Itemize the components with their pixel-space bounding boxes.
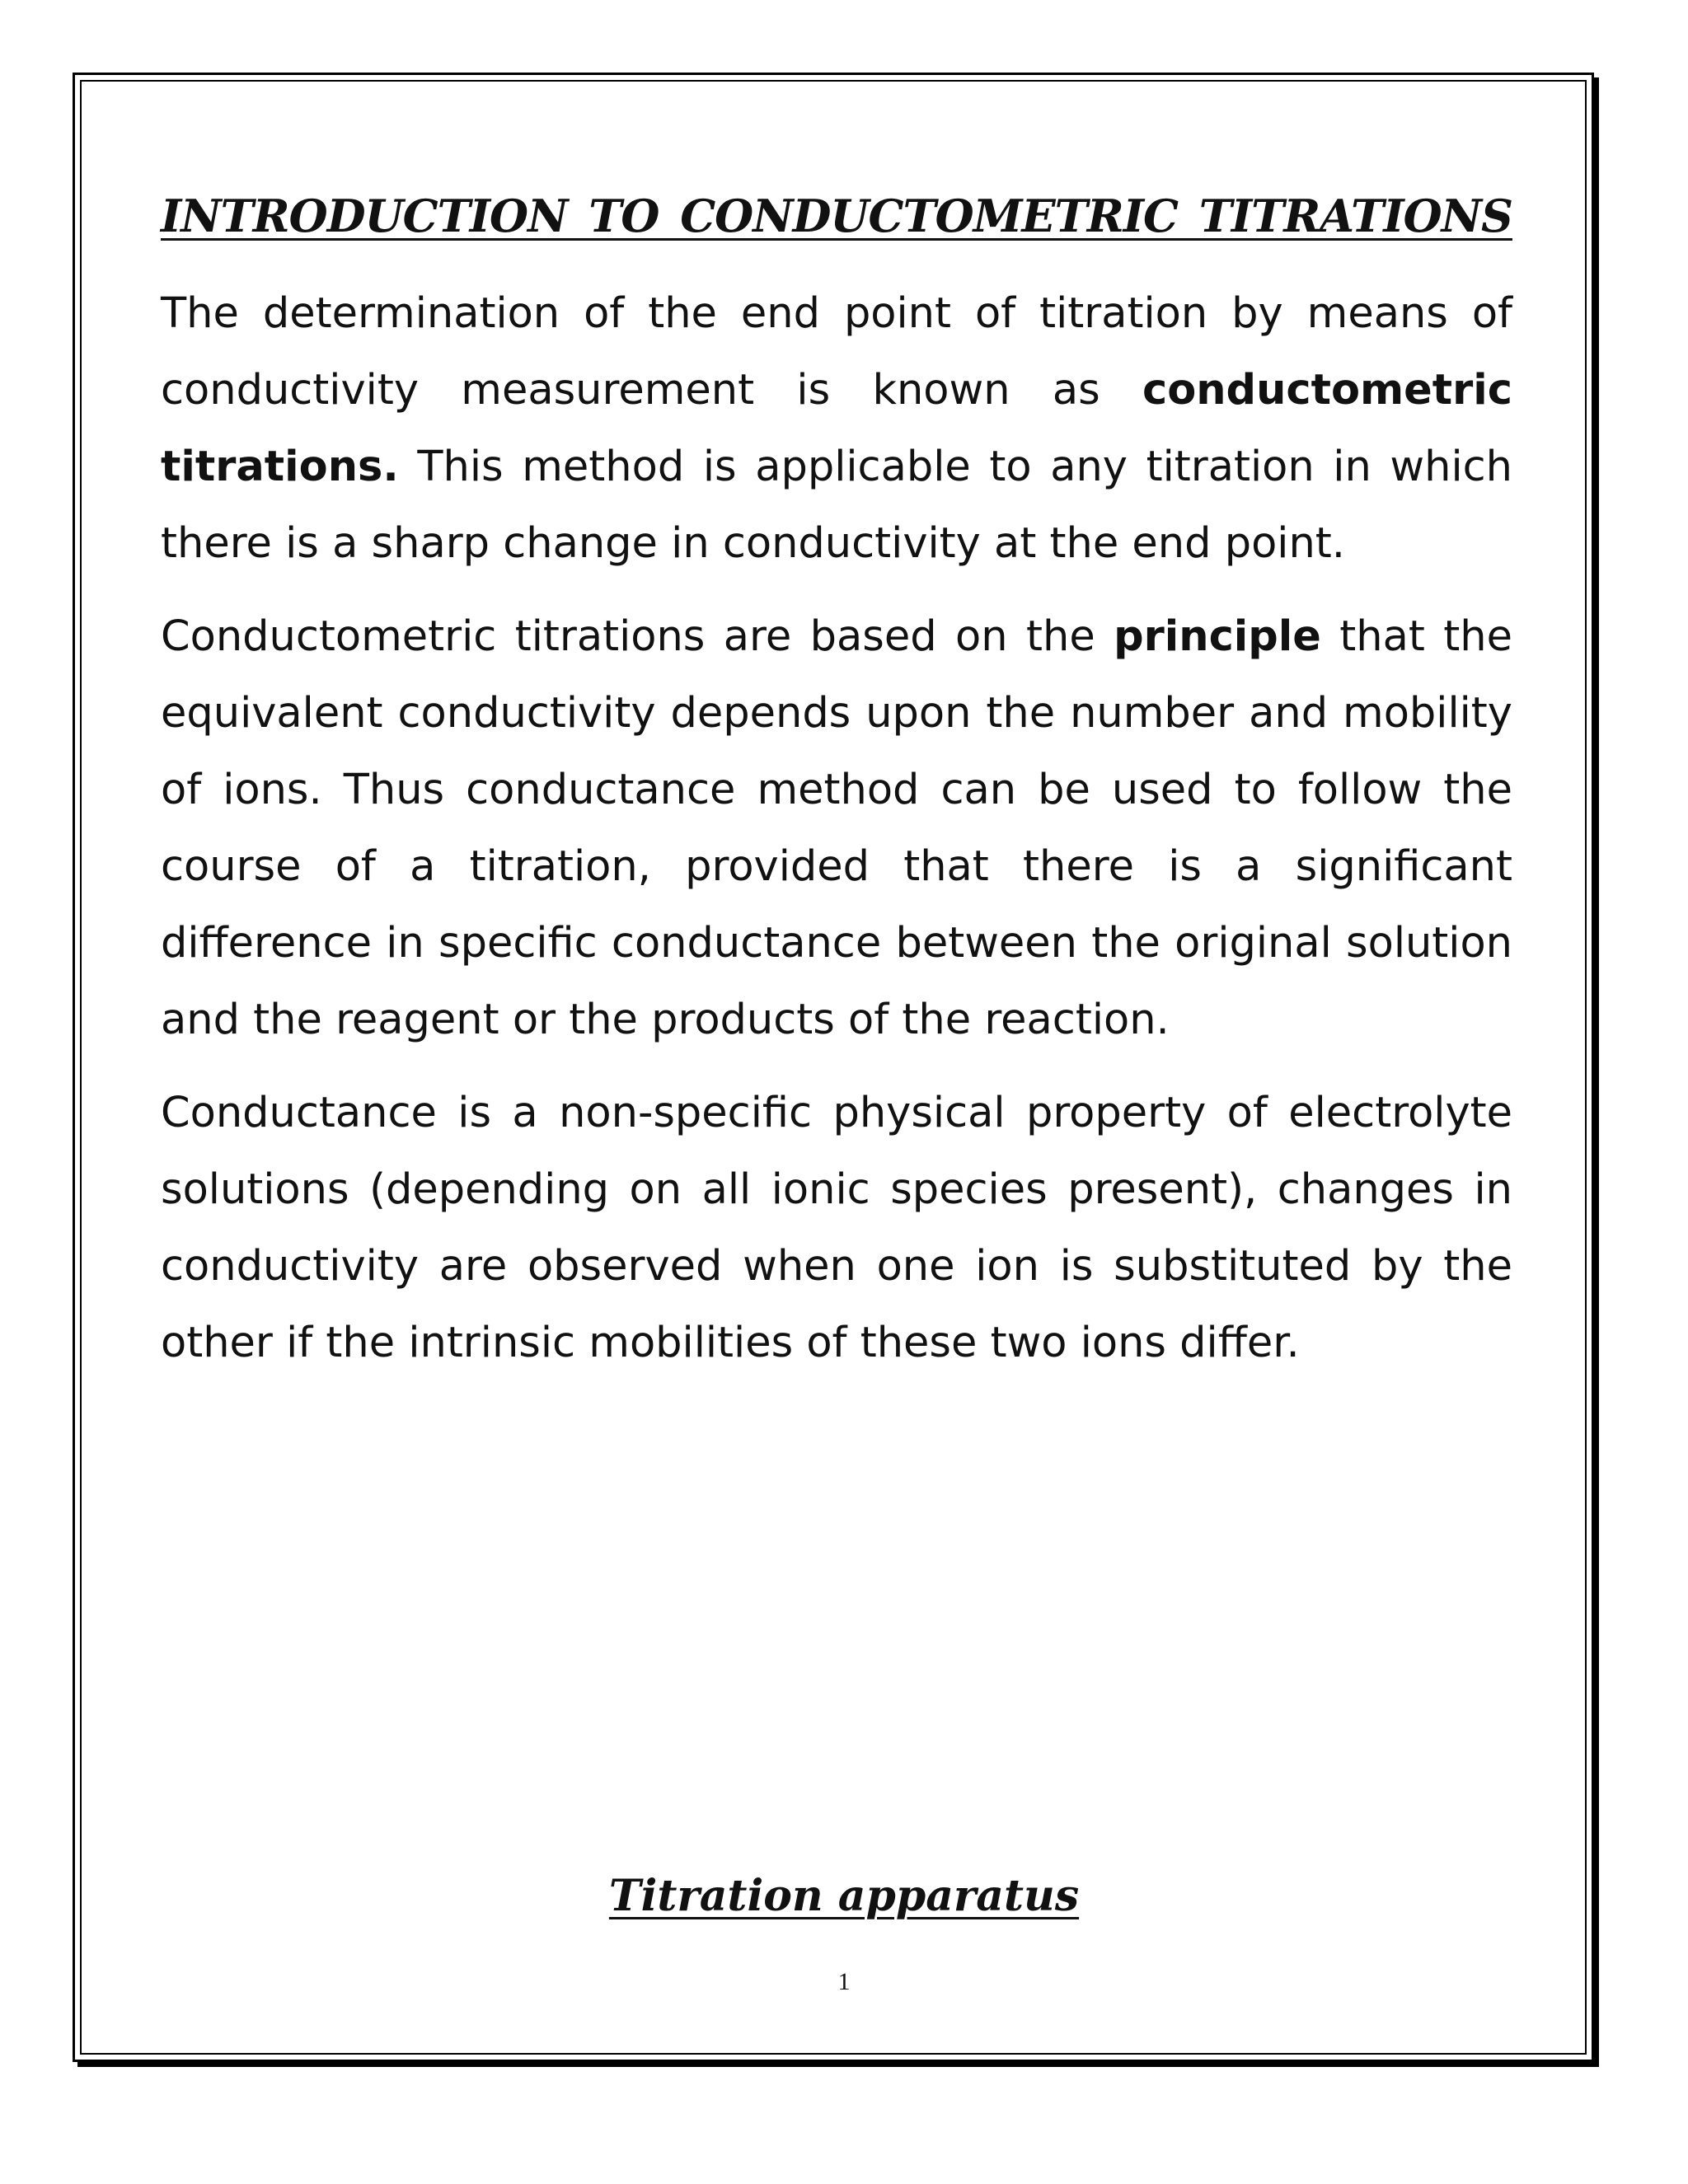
document-body — [161, 190, 1512, 1398]
document-title: INTRODUCTION TO CONDUCTOMETRIC TITRATIONS — [161, 190, 1512, 242]
paragraph-principle-text-1: Conductometric titrations are based on the — [161, 612, 1114, 661]
paragraph-principle — [161, 598, 1512, 1058]
paragraph-definition-text-1: The determination of the end point of titration by means of conductivity measurement is known as — [161, 289, 1512, 415]
paragraph-conductance: Conductance is a non-specific physical property of electrolyte solutions (depending on all ionic species present), changes in conductivity are observed when one ion is substituted by the other if the intrinsic mobilities of these two ions differ. — [161, 1089, 1512, 1367]
paragraph-definition-text-2: This method is applicable to any titration in which there is a sharp change in conductivity at the end point. — [161, 443, 1512, 568]
paragraph-definition — [161, 275, 1512, 582]
paragraph-principle-text-2: that the equivalent conductivity depends upon the number and mobility of ions. Thus conductance method can be used to follow the course of a titration, provided that there is a significant difference in specific conductance between the original solution and the reagent or the products of the reaction. — [161, 612, 1512, 1044]
section-subtitle: Titration apparatus — [608, 1871, 1080, 1921]
paragraph-principle-bold: principle — [1114, 612, 1321, 661]
paragraph-definition-bold: conductometric titrations. — [161, 366, 1512, 491]
page-number: 1 — [837, 1968, 851, 1995]
